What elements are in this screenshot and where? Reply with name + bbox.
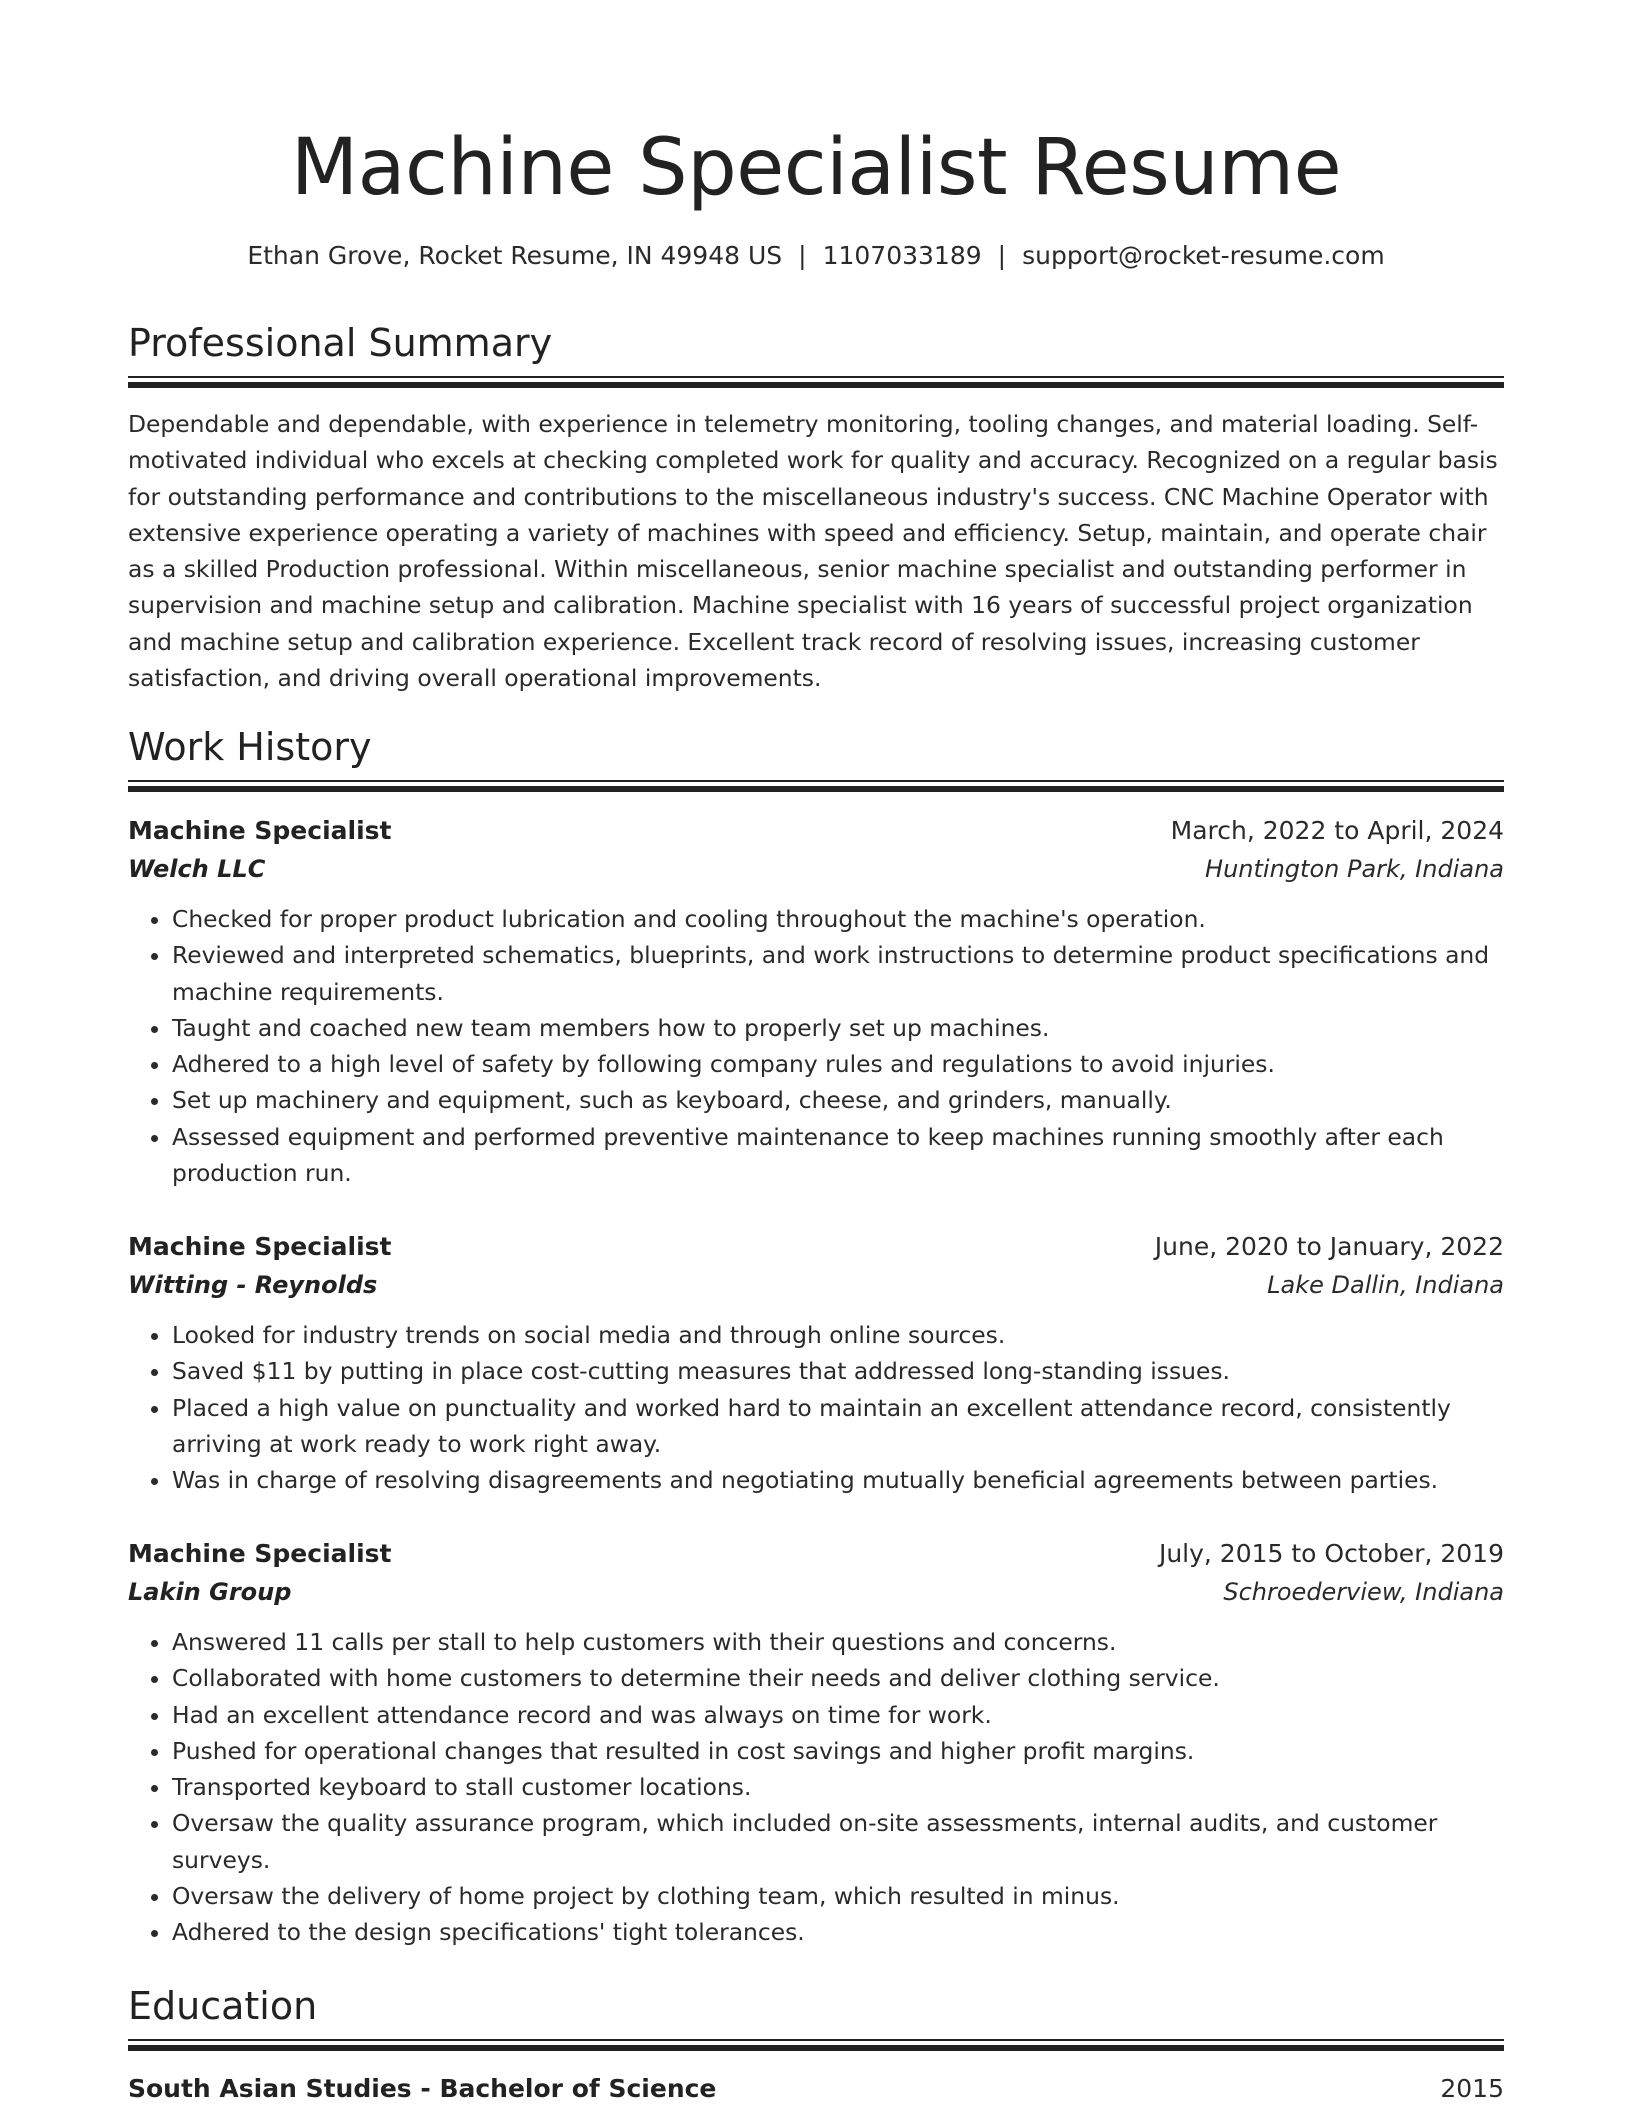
contact-address: Ethan Grove, Rocket Resume, IN 49948 US [247,241,783,270]
job-bullet: • Oversaw the quality assurance program, which included on-site assessments, internal audits, and customer surveys. [172,1805,1504,1878]
section-divider [128,786,1504,792]
job-bullet: • Taught and coached new team members how to properly set up machines. [172,1010,1504,1046]
contact-separator: | [798,241,807,270]
contact-separator: | [997,241,1007,270]
job-location: Lake Dallin, Indiana [1267,1271,1504,1299]
education-year: 2015 [1440,2074,1504,2103]
job-company-row [128,1266,1504,1305]
job-header-row [128,811,1504,850]
job-dates: March, 2022 to April, 2024 [1170,816,1504,845]
work-heading: Work History [128,725,372,769]
job-bullet: • Was in charge of resolving disagreements and negotiating mutually beneficial agreements between parties. [172,1462,1504,1498]
contact-phone: 1107033189 [822,241,982,270]
job-header-row [128,1534,1504,1573]
job-location: Huntington Park, Indiana [1205,855,1504,883]
job-bullet: • Checked for proper product lubrication and cooling throughout the machine's operation. [172,901,1504,937]
education-heading: Education [128,1984,318,2028]
job-bullet: • Set up machinery and equipment, such as keyboard, cheese, and grinders, manually. [172,1082,1504,1118]
job-title: Machine Specialist [128,816,392,845]
education-entry [128,2070,1504,2108]
job-bullet-list [128,1624,1504,1951]
job-company: Witting - Reynolds [128,1271,378,1299]
job-dates: June, 2020 to January, 2022 [1154,1232,1504,1261]
job-header-row [128,1227,1504,1266]
section-divider [128,2045,1504,2051]
job-bullet: • Answered 11 calls per stall to help customers with their questions and concerns. [172,1624,1504,1660]
job-title: Machine Specialist [128,1539,392,1568]
work-section-header [128,722,1504,792]
job-bullet-list [128,901,1504,1191]
section-divider [128,780,1504,782]
job-entry [128,1227,1504,1498]
job-bullet: • Had an excellent attendance record and was always on time for work. [172,1697,1504,1733]
job-location: Schroederview, Indiana [1223,1578,1504,1606]
job-entry [128,811,1504,1191]
job-company: Welch LLC [128,855,266,883]
job-company: Lakin Group [128,1578,292,1606]
page-title: Machine Specialist Resume [290,123,1342,213]
section-divider [128,382,1504,388]
summary-heading: Professional Summary [128,321,553,365]
job-bullet: • Pushed for operational changes that resulted in cost savings and higher profit margins. [172,1733,1504,1769]
job-company-row [128,850,1504,889]
job-bullet: • Looked for industry trends on social media and through online sources. [172,1317,1504,1353]
job-entry [128,1534,1504,1951]
contact-line [128,238,1504,274]
job-bullet: • Placed a high value on punctuality and worked hard to maintain an excellent attendance record, consistently arriving at work ready to work right away. [172,1390,1504,1463]
job-bullet: • Transported keyboard to stall customer locations. [172,1769,1504,1805]
job-bullet: • Oversaw the delivery of home project by clothing team, which resulted in minus. [172,1878,1504,1914]
job-bullet-list [128,1317,1504,1498]
summary-section-header [128,318,1504,388]
summary-text: Dependable and dependable, with experience in telemetry monitoring, tooling changes, and material loading. Self-motivated individual who excels at checking completed work for quality and accuracy. Recognized on a regular basis for outstanding performance and contributions to the miscellaneous industry's success. CNC Machine Operator with extensive experience operating a variety of machines with speed and efficiency. Setup, maintain, and operate chair as a skilled Production professional. Within miscellaneous, senior machine specialist and outstanding performer in supervision and machine setup and calibration. Machine specialist with 16 years of successful project organization and machine setup and calibration experience. Excellent track record of resolving issues, increasing customer satisfaction, and driving overall operational improvements. [128,410,1498,693]
contact-email: support@rocket-resume.com [1022,241,1385,270]
job-company-row [128,1573,1504,1612]
education-degree: South Asian Studies - Bachelor of Science [128,2074,717,2103]
section-divider [128,2039,1504,2041]
education-section-header [128,1981,1504,2051]
job-bullet: • Adhered to a high level of safety by following company rules and regulations to avoid injuries. [172,1046,1504,1082]
section-divider [128,376,1504,378]
job-bullet: • Adhered to the design specifications' tight tolerances. [172,1914,1504,1950]
job-title: Machine Specialist [128,1232,392,1261]
job-bullet: • Assessed equipment and performed preventive maintenance to keep machines running smoothly after each production run. [172,1119,1504,1192]
job-bullet: • Collaborated with home customers to determine their needs and deliver clothing service. [172,1660,1504,1696]
job-dates: July, 2015 to October, 2019 [1158,1539,1504,1568]
job-bullet: • Saved $11 by putting in place cost-cutting measures that addressed long-standing issues. [172,1353,1504,1389]
job-bullet: • Reviewed and interpreted schematics, blueprints, and work instructions to determine product specifications and machine requirements. [172,937,1504,1010]
